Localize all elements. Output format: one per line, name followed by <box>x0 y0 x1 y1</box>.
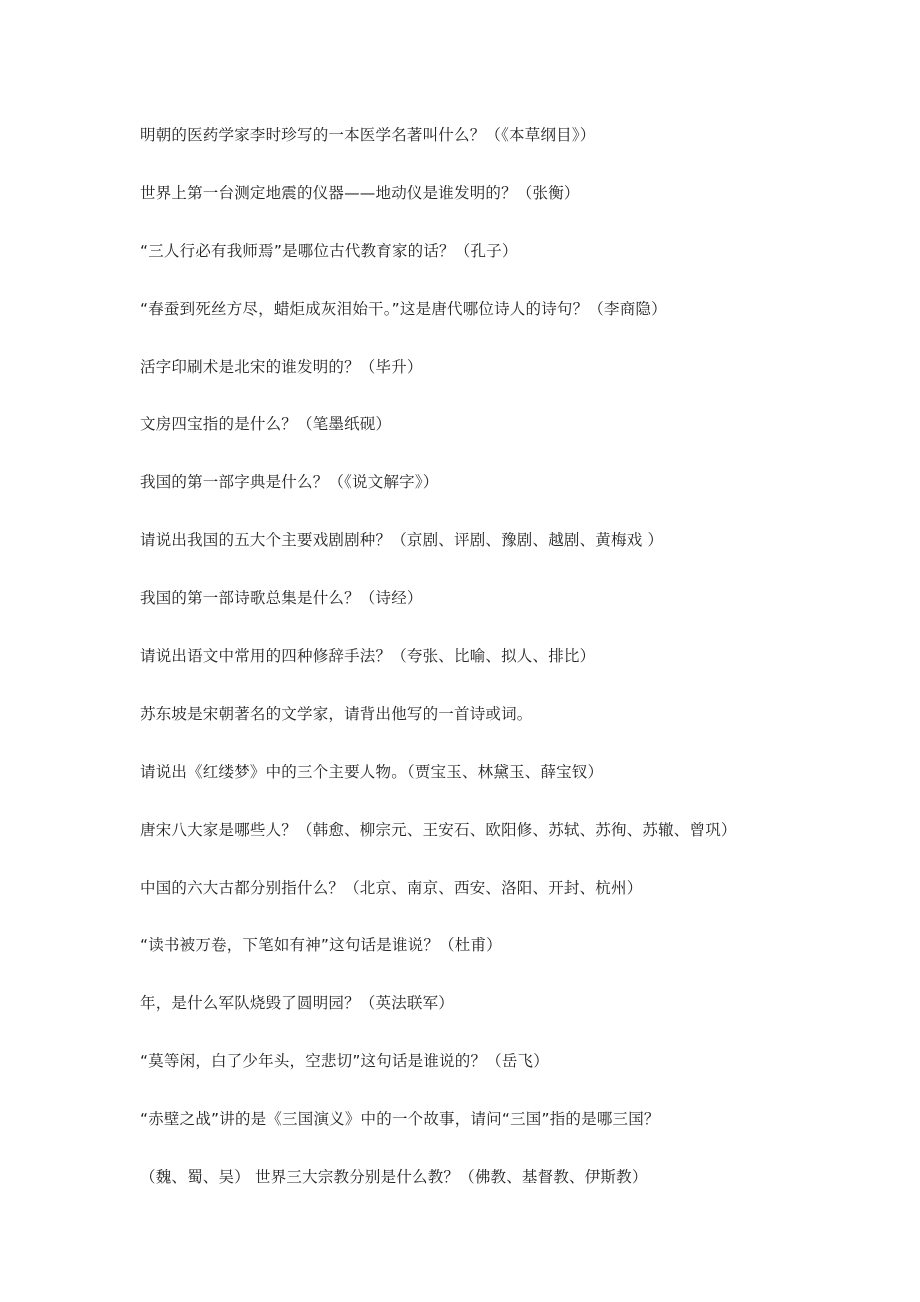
question-line: （魏、蜀、吴） 世界三大宗教分别是什么教？（佛教、基督教、伊斯教） <box>140 1168 648 1187</box>
question-line: 中国的六大古都分别指什么？（北京、南京、西安、洛阳、开封、杭州） <box>140 878 643 897</box>
question-line: 请说出《红缕梦》中的三个主要人物。（贾宝玉、林黛玉、薛宝钗） <box>140 762 604 781</box>
question-line: 唐宋八大家是哪些人？（韩愈、柳宗元、王安石、欧阳修、苏轼、苏徇、苏辙、曾巩） <box>140 820 737 839</box>
question-line: 我国的第一部诗歌总集是什么？（诗经） <box>140 589 423 608</box>
question-line: 明朝的医药学家李时珍写的一本医学名著叫什么？（《本草纲目》） <box>140 126 596 144</box>
question-line: 苏东坡是宋朝著名的文学家，请背出他写的一首诗或词。 <box>140 704 533 723</box>
question-line: 请说出我国的五大个主要戏剧剧种？（京剧、评剧、豫剧、越剧、黄梅戏 ） <box>140 531 664 550</box>
question-line: 文房四宝指的是什么？（笔墨纸砚） <box>140 415 392 434</box>
question-line: “莫等闲，白了少年头，空悲切”这句话是谁说的？（岳飞） <box>140 1052 549 1071</box>
question-line: 请说出语文中常用的四种修辞手法？（夸张、比喻、拟人、排比） <box>140 647 596 666</box>
question-line: 年，是什么军队烧毁了圆明园？（英法联军） <box>140 994 455 1013</box>
question-line: “赤壁之战”讲的是《三国演义》中的一个故事，请问“三国”指的是哪三国？ <box>140 1110 660 1129</box>
question-line: “读书被万卷，下笔如有神”这句话是谁说？（杜甫） <box>140 936 502 955</box>
question-line: “三人行必有我师焉”是哪位古代教育家的话？（孔子） <box>140 241 518 260</box>
document-body <box>140 120 880 1220</box>
question-line: 活字印刷术是北宋的谁发明的？（毕升） <box>140 357 423 376</box>
question-line: 我国的第一部字典是什么？（《说文解字》） <box>140 473 439 492</box>
question-line: “春蚕到死丝方尽，蜡炬成灰泪始干。”这是唐代哪位诗人的诗句？（李商隐） <box>140 299 667 318</box>
question-line: 世界上第一台测定地震的仪器——地动仪是谁发明的？（张衡） <box>140 183 580 202</box>
